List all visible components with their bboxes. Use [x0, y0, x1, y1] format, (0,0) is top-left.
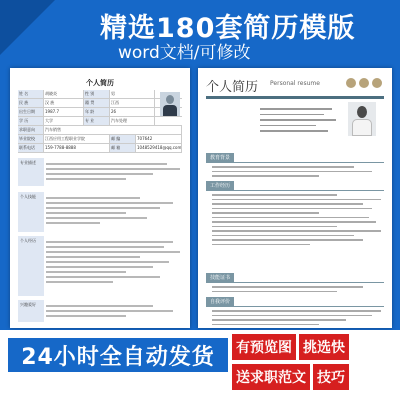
table-value: 汉 族 [44, 99, 84, 107]
section-label: 专业描述 [18, 158, 44, 186]
table-label: 学 历 [18, 117, 44, 125]
decor-dot [372, 78, 382, 88]
table-label: 毕业院校 [18, 135, 44, 143]
table-label: 邮 编 [110, 135, 136, 143]
table-row [18, 144, 182, 153]
table-label: 联系电话 [18, 144, 44, 152]
table-value: 1987.7 [44, 108, 84, 116]
resume-title: 个人简历 [86, 79, 114, 87]
section-text [46, 194, 180, 227]
tag-row [232, 364, 396, 390]
table-label: 邮 箱 [110, 144, 136, 152]
bonus-essay-tag: 送求职范文 [232, 364, 310, 390]
table-row [18, 135, 182, 144]
quick-pick-tag: 挑选快 [299, 334, 349, 360]
section-self-evaluation [206, 288, 384, 328]
banner-title: 精选180套简历模版 [100, 13, 356, 44]
table-row [18, 99, 182, 108]
table-value: 大学 [44, 117, 84, 125]
table-value: 男 [110, 90, 155, 98]
section-label: 个人技能 [18, 192, 44, 232]
table-value: 汽车销售 [44, 126, 182, 134]
table-value: 159-7788-8888 [44, 144, 110, 152]
table-label: 年 龄 [84, 108, 110, 116]
section-text [46, 302, 180, 320]
table-row [18, 126, 182, 135]
section-heading: 自我评价 [206, 297, 234, 306]
tag-row [232, 334, 396, 360]
table-label: 出生日期 [18, 108, 44, 116]
section-heading: 工作经历 [206, 181, 234, 190]
header-divider [206, 96, 384, 99]
resume-info-table [18, 90, 182, 153]
table-label: 民 族 [18, 99, 44, 107]
section-text [46, 160, 180, 183]
auto-delivery-badge: 24小时全自动发货 [8, 338, 228, 372]
section-text [46, 238, 180, 286]
table-value: 胡晓炎 [44, 90, 84, 98]
corner-ribbon [0, 0, 55, 55]
table-label: 姓 名 [18, 90, 44, 98]
profile-photo [160, 92, 180, 116]
table-value: 707642 [136, 135, 182, 143]
section-heading: 教育背景 [206, 153, 234, 162]
section-label: 兴趣爱好 [18, 300, 44, 322]
banner-subtitle: word文档/可修改 [118, 43, 251, 63]
resume-english-title: Personal resume [270, 80, 320, 87]
section-heading: 技能证书 [206, 273, 234, 282]
table-value: 1048529418@qq.com [137, 145, 182, 150]
table-label: 籍 贯 [84, 99, 110, 107]
decor-dot [346, 78, 356, 88]
table-label: 专 业 [84, 117, 110, 125]
decor-dot [359, 78, 369, 88]
table-label: 性 别 [84, 90, 110, 98]
preview-tag: 有预览图 [232, 334, 296, 360]
resume-preview-left[interactable] [10, 68, 190, 328]
table-row [18, 117, 182, 126]
table-row [18, 90, 182, 99]
decor-dots [346, 78, 382, 88]
table-label: 求职意向 [18, 126, 44, 134]
feature-tags [232, 334, 396, 394]
personal-info-block [260, 104, 340, 136]
section-label: 个人经历 [18, 236, 44, 296]
resume-title: 个人简历 [206, 80, 259, 95]
profile-photo [348, 102, 376, 136]
tips-tag: 技巧 [313, 364, 349, 390]
resume-preview-right[interactable] [198, 68, 392, 328]
table-value: 江西应用工程职业学院 [44, 135, 110, 143]
section-work [206, 172, 384, 248]
table-row [18, 108, 182, 117]
top-banner [0, 0, 400, 63]
table-value: 江西 [110, 99, 155, 107]
table-value: 汽车处理 [110, 117, 155, 125]
table-value: 26 [110, 108, 155, 116]
